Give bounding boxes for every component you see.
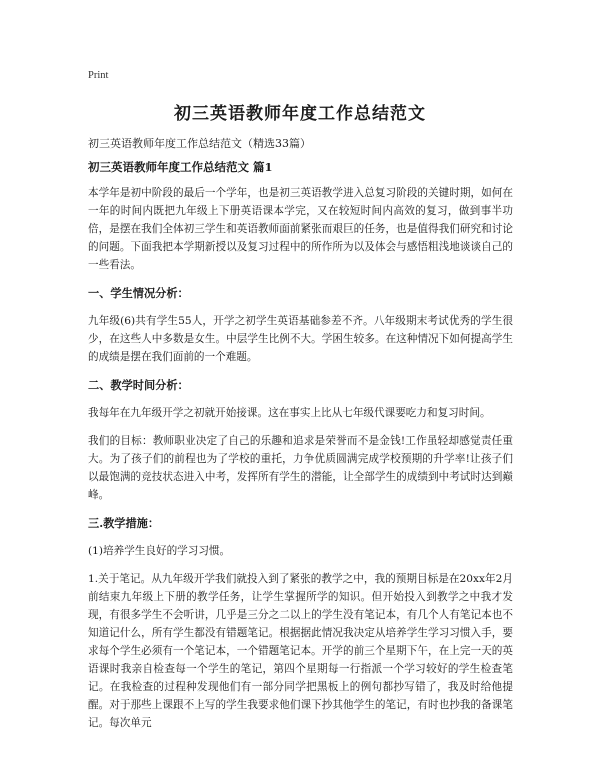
print-link[interactable]: Print — [88, 70, 109, 81]
article-heading: 初三英语教师年度工作总结范文 篇1 — [88, 160, 273, 174]
section-heading-time: 二、教学时间分析： — [88, 378, 189, 392]
students-paragraph: 九年级(6)共有学生55人，开学之初学生英语基础参差不齐。八年级期末考试优秀的学生很少，在这些人中多数是女生。中层学生比例不大。学困生较多。在这种情况下如何提高学生的成绩是摆在我们面前的一个难题。 — [88, 315, 513, 363]
intro-paragraph: 本学年是初中阶段的最后一个学年，也是初三英语教学进入总复习阶段的关键时期，如何在一年的时间内既把九年级上下册英语课本学完，又在较短时间内高效的复习，做到事半功倍，是摆在我们全体初三学生和英语教师面前紧张而艰巨的任务，也是值得我们研究和讨论的问题。下面我把本学期新授以及复习过程中的所作所为以及体会与感悟粗浅地谈谈自己的一些看法。 — [88, 187, 513, 271]
time-paragraph: 我每年在九年级开学之初就开始接课。这在事实上比从七年级代课要吃力和复习时间。 — [88, 407, 491, 419]
document-subtitle: 初三英语教师年度工作总结范文（精选33篇） — [88, 137, 311, 150]
notes-paragraph: 1.关于笔记。从九年级开学我们就投入到了紧张的教学之中，我的预期目标是在20xx年2月前结束九年级上下册的教学任务，让学生掌握所学的知识。但开始投入到教学之中我才发现，有很多学生不会听讲，几乎是三分之二以上的学生没有笔记本，有几个人有笔记本也不知道记什么，所有学生都没有错题笔记。根据据此情况我决定从培养学生学习习惯入手，要求每个学生必须有一个笔记本，一个错题笔记本。开学的前三个星期下午，在上完一天的英语课时我亲自检查每一个学生的笔记，第四个星期每一行指派一个学习较好的学生检查笔记。在我检查的过程种发现他们有一部分同学把黑板上的例句都抄写错了，我及时给他提醒。对于那些上课跟不上写的学生我要求他们课下抄其他学生的笔记，有时也抄我的备课笔记。每次单元 — [88, 573, 513, 729]
goal-paragraph: 我们的目标：教师职业决定了自己的乐趣和追求是荣誉而不是金钱!工作虽轻却感觉责任重大。为了孩子们的前程也为了学校的重托，力争优质圆满完成学校预期的升学率!让孩子们以最饱满的竞技状态进入中考，发挥所有学生的潜能，让全部学生的成绩到中考试时达到巅峰。 — [88, 435, 513, 501]
section-heading-measures: 三.教学措施： — [88, 516, 160, 530]
document-body — [88, 158, 513, 732]
page-title: 初三英语教师年度工作总结范文 — [174, 104, 426, 124]
measure-1-heading: (1)培养学生良好的学习习惯。 — [88, 545, 231, 557]
section-heading-students: 一、学生情况分析： — [88, 286, 189, 300]
